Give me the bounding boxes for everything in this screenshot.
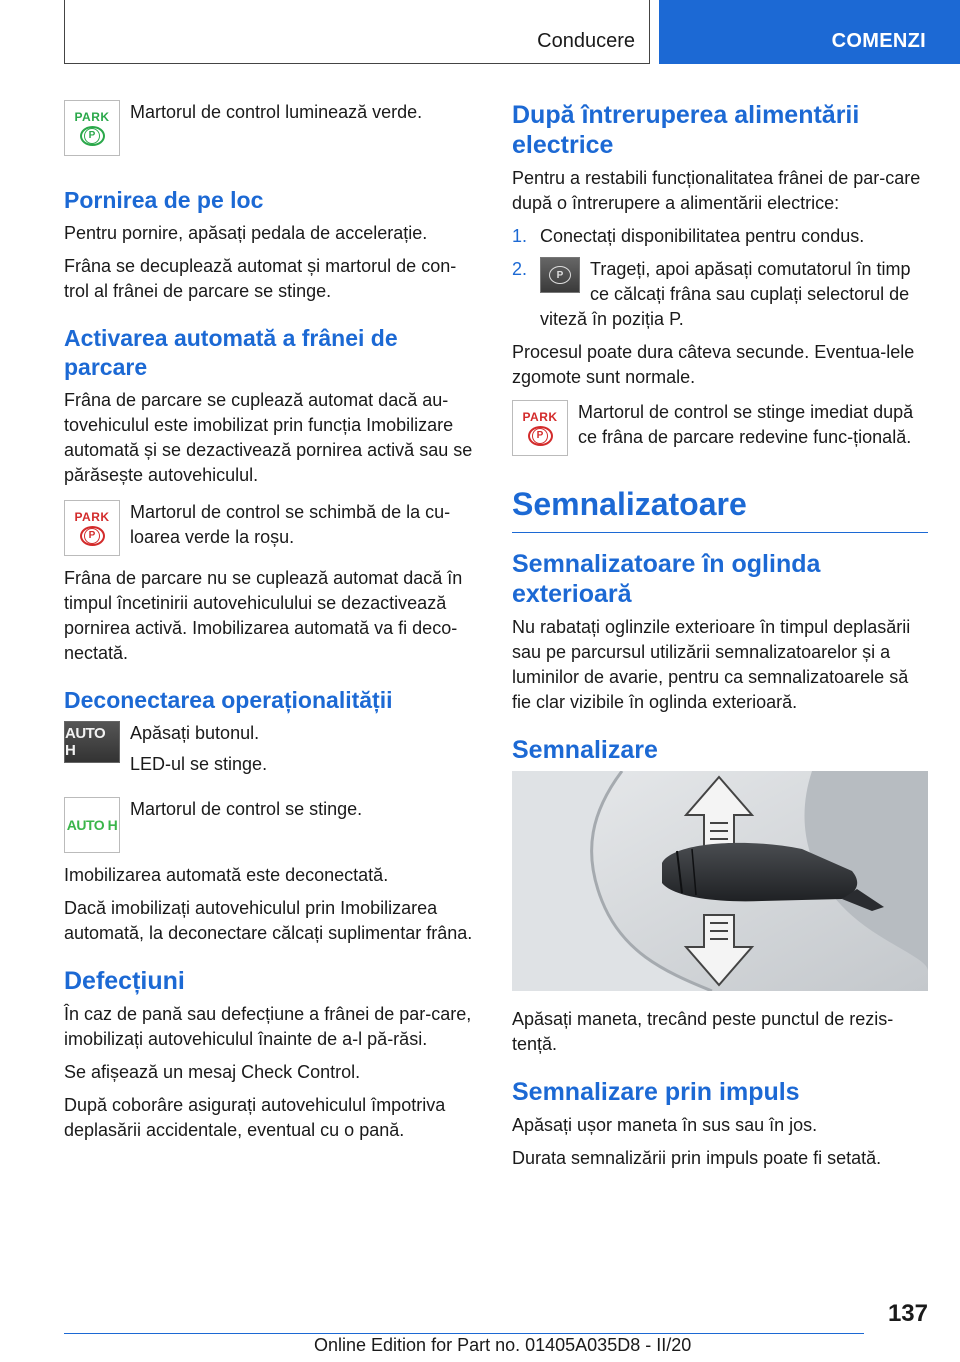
header-chapter-title: COMENZI [831,30,926,52]
ready-indicator-text: Martorul de control se stinge imediat după ce frâna de parcare redevine func-țională. [578,402,914,447]
heading-signals: Semnalizatoare [512,484,928,533]
autoh-button-row [64,721,480,783]
heading-faults: Defecțiuni [64,967,185,995]
process-text: Procesul poate dura câteva secunde. Eventua-lele zgomote sunt normale. [512,342,915,387]
list-item: 1. Conectați disponibilitatea pentru condus. [512,226,865,246]
indicator-off-text: Martorul de control se stinge. [130,799,363,819]
autoh-button-icon: AUTO H [64,721,120,763]
page-number: 137 [887,1300,928,1327]
deactivation-text-2: Dacă imobilizați autovehiculul prin Imobilizarea automată, la deconectare călcați suplimentar frâna. [64,898,473,943]
red-indicator-row [64,500,480,556]
not-coupled-text: Frâna de parcare nu se cuplează automat dacă în timpul încetinirii autovehiculului se dezactivează pornirea activă. Imobilizarea automată va fi deco-nectată. [64,568,463,663]
mirror-signals-text: Nu rabatați oglinzile exterioare în timpul deplasării sau pe parcursul utilizării semnalizatoarelor și a luminilor de avarie, pentru ca semnalizatoarele să fie clar vizibile în oglinda exterioară. [512,617,911,712]
list-item: 2. P Trageți, apoi apăsați comutatorul în timp ce călcați frâna sau cuplați selectorul de viteză în poziția P. [512,259,911,329]
heading-power-interruption: După întreruperea alimentării electrice [512,101,860,159]
deactivation-text-1: Imobilizarea automată este deconectată. [64,865,389,885]
start-text-1: Pentru pornire, apăsați pedala de accelerație. [64,223,428,243]
fault-text-2: Se afișează un mesaj Check Control. [64,1062,361,1082]
parking-brake-switch-icon: P [540,257,580,293]
park-green-indicator-icon: PARK P [64,100,120,156]
autoh-indicator-icon: AUTO H [64,797,120,853]
signaling-text: Apăsați maneta, trecând peste punctul de rezis-tență. [512,1009,894,1054]
heading-impulse-signal: Semnalizare prin impuls [512,1078,800,1106]
heading-deactivation: Deconectarea operaționalității [64,687,393,713]
ready-indicator-row [512,400,928,456]
turn-signal-lever-figure [512,771,928,991]
header-section-box [64,0,650,64]
heading-mirror-signals: Semnalizatoare în oglinda exterioară [512,550,821,608]
impulse-text-1: Apăsați ușor maneta în sus sau în jos. [512,1115,818,1135]
fault-text-1: În caz de pană sau defecțiune a frânei de par-care, imobilizați autovehiculul înainte de a-l pă-răsi. [64,1004,472,1049]
auto-activation-text: Frâna de parcare se cuplează automat dacă au-tovehiculul este imobilizat prin funcția Imobilizare automată și se dezactivează pornirea activă sau se părăsește autovehiculul. [64,390,473,485]
heading-start: Pornirea de pe loc [64,187,264,213]
turn-signal-lever-illustration [512,771,928,991]
impulse-text-2: Durata semnalizării prin impuls poate fi setată. [512,1148,882,1168]
restore-steps-list [512,224,928,332]
heading-auto-activation: Activarea automată a frânei de parcare [64,325,398,380]
led-off-text: LED-ul se stinge. [130,754,268,774]
park-red-indicator-icon: PARK P [64,500,120,556]
fault-text-3: După coborâre asigurați autovehiculul împotriva deplasării accidentale, eventual cu o pană. [64,1095,446,1140]
red-indicator-text: Martorul de control se schimbă de la cu-loarea verde la roșu. [130,502,451,547]
start-text-2: Frâna se decuplează automat și martorul de con-trol al frânei de parcare se stinge. [64,256,457,301]
footer-divider [64,1333,864,1334]
park-red-indicator-icon: PARK P [512,400,568,456]
header-section-title: Conducere [537,30,635,52]
autoh-indicator-row [64,797,480,853]
left-column [64,100,480,1151]
power-interruption-text: Pentru a restabili funcționalitatea frânei de par-care după o întrerupere a alimentării electrice: [512,168,921,213]
green-indicator-row [64,100,480,156]
footer-edition: Online Edition for Part no. 01405A035D8 - II/20 [314,1335,692,1355]
green-indicator-text: Martorul de control luminează verde. [130,102,423,122]
press-button-text: Apăsați butonul. [130,723,260,743]
right-column [512,100,928,1179]
header-chapter-tab [659,0,960,64]
heading-signaling: Semnalizare [512,736,658,764]
